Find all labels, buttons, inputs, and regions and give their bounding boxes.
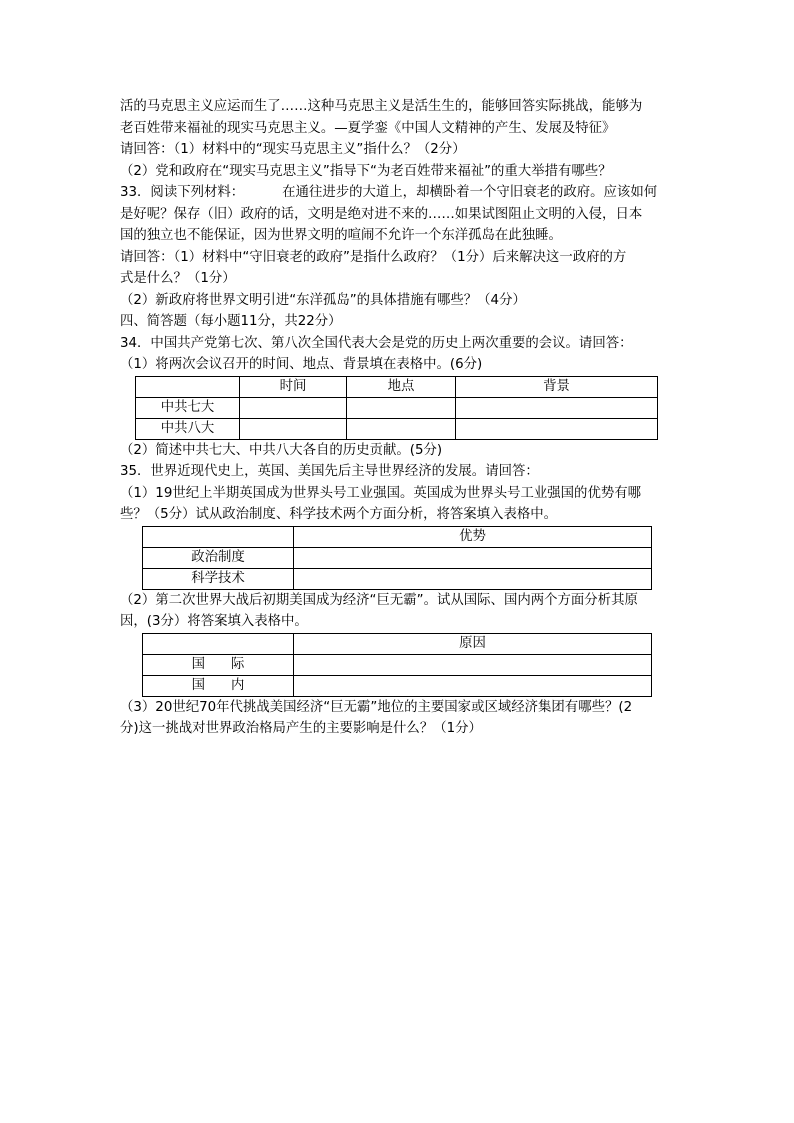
- row-label: [143, 654, 294, 675]
- q33-subquestion: 式是什么？（1分）: [120, 271, 236, 286]
- q33-subquestion: 请回答：（1）材料中“守旧衰老的政府”是指什么政府？（1分）后来解决这一政府的方: [120, 249, 627, 265]
- table-row: [143, 568, 652, 589]
- answer-cell[interactable]: [294, 568, 652, 589]
- q35-subquestion: （2）第二次世界大战后初期美国成为经济“巨无霸”。试从国际、国内两个方面分析其原: [120, 592, 638, 608]
- q33-subquestion: （2）新政府将世界文明引进“东洋孤岛”的具体措施有哪些？（4分）: [120, 292, 526, 308]
- table-row: [136, 418, 658, 439]
- q32-text-line: 老百姓带来福祉的现实马克思主义。—夏学銮《中国人文精神的产生、发展及特征》: [120, 120, 616, 136]
- table-header-row: [143, 526, 652, 547]
- row-label: 中共八大: [136, 418, 240, 439]
- table-header-cell: 时间: [240, 376, 347, 397]
- q35-reason-table: [142, 633, 652, 697]
- row-label-text: 国际: [191, 656, 271, 672]
- answer-cell[interactable]: [456, 397, 658, 418]
- table-header-row: [143, 633, 652, 654]
- row-label-text: 国内: [191, 677, 271, 693]
- answer-cell[interactable]: [240, 397, 347, 418]
- q34-subquestion: （2）简述中共七大、中共八大各自的历史贡献。(5分): [120, 442, 443, 458]
- q35-subquestion: （3）20世纪70年代挑战美国经济“巨无霸”地位的主要国家或区域经济集团有哪些？(2: [120, 699, 633, 715]
- answer-cell[interactable]: [240, 418, 347, 439]
- answer-cell[interactable]: [456, 418, 658, 439]
- q35-intro: 35．世界近现代史上，英国、美国先后主导世界经济的发展。请回答：: [120, 464, 539, 479]
- row-label: [143, 675, 294, 696]
- q32-text-line: 活的马克思主义应运而生了……这种马克思主义是活生生的，能够回答实际挑战，能够为: [120, 99, 643, 114]
- table-row: [143, 654, 652, 675]
- q34-subquestion: （1）将两次会议召开的时间、地点、背景填在表格中。(6分): [120, 357, 483, 372]
- table-header-cell: 原因: [294, 633, 652, 654]
- table-row: [143, 675, 652, 696]
- table-row: [143, 547, 652, 568]
- table-header-cell: 背景: [456, 376, 658, 397]
- q33-material-text: 在通往进步的大道上，却横卧着一个守旧衰老的政府。应该如何: [282, 185, 658, 200]
- row-label: 中共七大: [136, 397, 240, 418]
- exam-page: [120, 96, 680, 740]
- table-header-cell: [136, 376, 240, 397]
- q35-subquestion: 因，(3分）将答案填入表格中。: [120, 614, 308, 629]
- answer-cell[interactable]: [294, 654, 652, 675]
- section-title: 四、简答题（每小题11分，共22分）: [120, 314, 342, 329]
- table-header-cell: [143, 633, 294, 654]
- q33-material-text: 国的独立也不能保证，因为世界文明的喧闹不允许一个东洋孤岛在此独睡。: [120, 228, 562, 243]
- table-header-row: [136, 376, 658, 397]
- answer-cell[interactable]: [294, 675, 652, 696]
- q34-intro: 34．中国共产党第七次、第八次全国代表大会是党的历史上两次重要的会议。请回答：: [120, 335, 633, 351]
- q35-advantage-table: [142, 526, 652, 590]
- table-row: [136, 397, 658, 418]
- q35-subquestion: 分)这一挑战对世界政治格局产生的主要影响是什么？（1分）: [120, 721, 482, 736]
- q32-subquestion: （2）党和政府在“现实马克思主义”指导下“为老百姓带来福祉”的重大举措有哪些？: [120, 163, 612, 179]
- table-header-cell: 地点: [347, 376, 456, 397]
- q32-subquestion: 请回答：（1）材料中的“现实马克思主义”指什么？（2分）: [120, 142, 466, 157]
- q33-heading: 33．阅读下列材料：: [120, 185, 245, 200]
- answer-cell[interactable]: [347, 418, 456, 439]
- q34-answer-table: [135, 376, 658, 440]
- answer-cell[interactable]: [294, 547, 652, 568]
- q35-subquestion: 些？（5分）试从政治制度、科学技术两个方面分析，将答案填入表格中。: [120, 507, 558, 522]
- q35-subquestion: （1）19世纪上半期英国成为世界头号工业强国。英国成为世界头号工业强国的优势有哪: [120, 485, 642, 501]
- answer-cell[interactable]: [347, 397, 456, 418]
- table-header-cell: 优势: [294, 526, 652, 547]
- row-label: 科学技术: [143, 568, 294, 589]
- q33-first-line: [120, 182, 680, 204]
- q33-material-text: 是好呢？保存（旧）政府的话，文明是绝对进不来的……如果试图阻止文明的入侵，日本: [120, 206, 643, 222]
- table-header-cell: [143, 526, 294, 547]
- row-label: 政治制度: [143, 547, 294, 568]
